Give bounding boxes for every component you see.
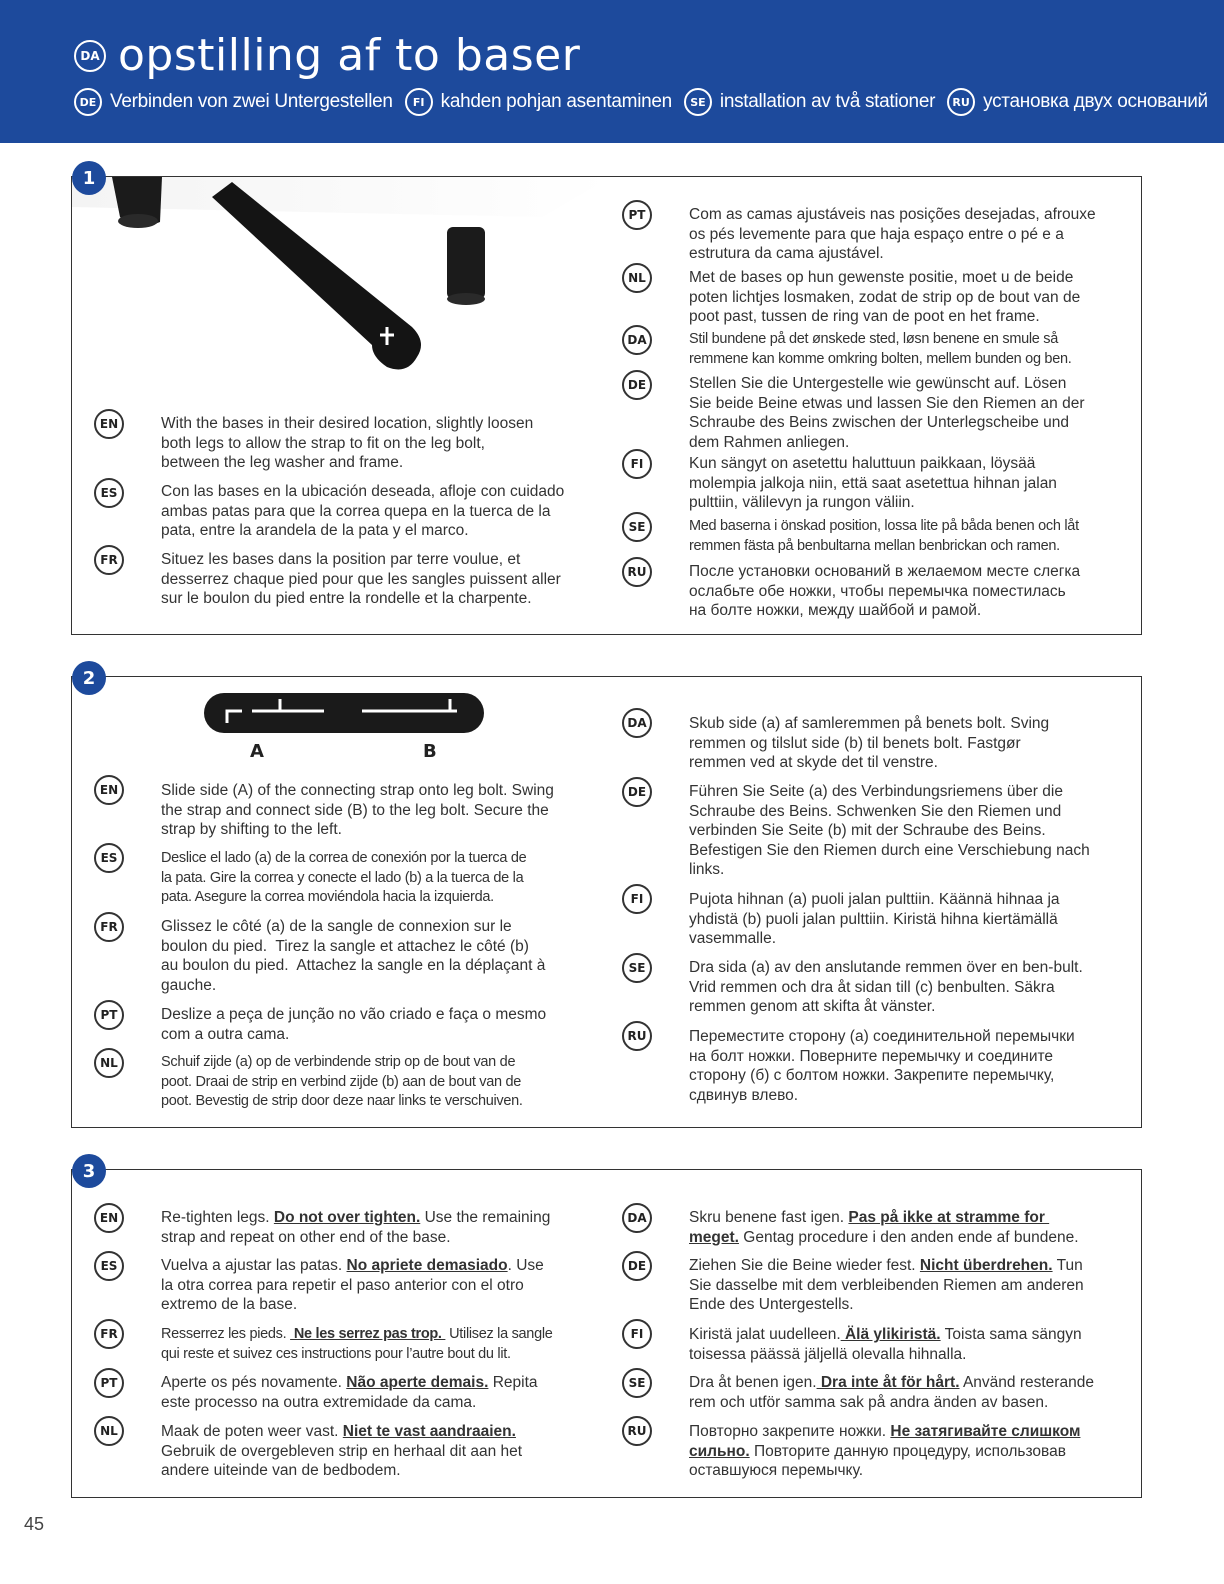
subtitle-text: kahden pohjan asentaminen bbox=[440, 91, 672, 112]
bed-legs-strap-illustration bbox=[72, 177, 632, 397]
language-badge-fr: FR bbox=[94, 545, 124, 575]
instruction-pt: Com as camas ajustáveis nas posições desejadas, afrouxe os pés levemente para que haja espaço entre o pé e a estrutura da cama ajustável. bbox=[689, 206, 1096, 262]
step-1-panel bbox=[71, 167, 1142, 635]
instruction-nl: Met de bases op hun gewenste positie, moet u de beide poten lichtjes losmaken, zodat de strip op de bout van de poot past, tussen de ring van de poot en het frame. bbox=[689, 269, 1081, 325]
language-badge-fi: FI bbox=[622, 449, 652, 479]
language-badge-se: SE bbox=[622, 1368, 652, 1398]
language-badge-es: ES bbox=[94, 843, 124, 873]
page-title: opstilling af to baser bbox=[118, 30, 581, 81]
strap-label-a: A bbox=[250, 741, 264, 762]
language-badge-da: DA bbox=[74, 40, 106, 72]
language-badge-de: DE bbox=[622, 777, 652, 807]
language-badge: DE bbox=[74, 88, 102, 116]
instruction-fi: Kun sängyt on asetettu haluttuun paikkaan, löysää molempia jalkoja niin, että saat asetettua hihnan jalan pulttiin, välilevyn ja rungon väliin. bbox=[689, 455, 1057, 511]
language-badge-ru: RU bbox=[622, 557, 652, 587]
strap-label-b: B bbox=[423, 741, 437, 762]
language-badge-ru: RU bbox=[622, 1416, 652, 1446]
instruction-da: Skru benene fast igen. Pas på ikke at stramme for meget. Gentag procedure i den anden ende af bundene. bbox=[689, 1209, 1079, 1246]
language-badge-fi: FI bbox=[622, 1319, 652, 1349]
page-header bbox=[0, 0, 1224, 143]
instruction-es: Deslice el lado (a) de la correa de conexión por la tuerca de la pata. Gire la correa y conecte el lado (b) a la tuerca de la pata. Asegure la correa moviéndola hacia la izquierda. bbox=[161, 850, 527, 905]
language-badge-fr: FR bbox=[94, 912, 124, 942]
instruction-fr: Situez les bases dans la position par terre voulue, et desserrez chaque pied pour que les sangles puissent aller sur le boulon du pied entre la rondelle et la charpente. bbox=[161, 551, 561, 607]
instruction-se: Dra åt benen igen. Dra inte åt för hårt. Använd resterande rem och utför samma sak på andra änden av basen. bbox=[689, 1374, 1094, 1411]
instruction-de: Ziehen Sie die Beine wieder fest. Nicht überdrehen. Tun Sie dasselbe mit dem verbleibenden Riemen am anderen Ende des Untergestells. bbox=[689, 1257, 1084, 1313]
instruction-nl: Maak de poten weer vast. Niet te vast aandraaien. Gebruik de overgebleven strip en herhaal dit aan het andere uiteinde van de bedbodem. bbox=[161, 1423, 523, 1479]
instruction-ru: После установки оснований в желаемом месте слегка ослабьте обе ножки, чтобы перемычка поместилась на болте ножки, между шайбой и рамой. bbox=[689, 563, 1081, 619]
subtitle-de bbox=[74, 88, 393, 116]
instruction-ru: Повторно закрепите ножки. Не затягивайте слишком сильно. Повторите данную процедуру, использовав оставшуюся перемычку. bbox=[689, 1423, 1081, 1479]
language-badge-en: EN bbox=[94, 409, 124, 439]
instruction-en: Re-tighten legs. Do not over tighten. Use the remaining strap and repeat on other end of the base. bbox=[161, 1209, 551, 1246]
instruction-de: Stellen Sie die Untergestelle wie gewünscht auf. Lösen Sie beide Beine etwas und lassen Sie den Riemen an der Schraube des Beins zwischen der Unterlegscheibe und dem Rahmen anliegen. bbox=[689, 375, 1085, 451]
step-number: 2 bbox=[72, 661, 106, 695]
language-badge-de: DE bbox=[622, 1251, 652, 1281]
step-number: 3 bbox=[72, 1154, 106, 1188]
instruction-es: Con las bases en la ubicación deseada, afloje con cuidado ambas patas para que la correa quepa en la tuerca de la pata, entre la arandela de la pata y el marco. bbox=[161, 483, 565, 539]
subtitle-fi bbox=[405, 88, 672, 116]
language-badge-da: DA bbox=[622, 1203, 652, 1233]
language-badge-nl: NL bbox=[94, 1048, 124, 1078]
subtitle-text: Verbinden von zwei Untergestellen bbox=[110, 91, 393, 112]
subtitle-text: установка двух оснований bbox=[983, 91, 1208, 112]
instruction-se: Med baserna i önskad position, lossa lite på båda benen och låt remmen fästa på benbultarna mellan benbrickan och ramen. bbox=[689, 518, 1079, 554]
instruction-da: Stil bundene på det ønskede sted, løsn benene en smule så remmene kan komme omkring bolten, mellem bunden og ben. bbox=[689, 331, 1072, 367]
instruction-es: Vuelva a ajustar las patas. No apriete demasiado. Use la otra correa para repetir el paso anterior con el otro extremo de la base. bbox=[161, 1257, 544, 1313]
language-badge-pt: PT bbox=[94, 1000, 124, 1030]
language-badge-se: SE bbox=[622, 512, 652, 542]
language-badge-nl: NL bbox=[94, 1416, 124, 1446]
page-number: 45 bbox=[24, 1514, 45, 1534]
instruction-fr: Glissez le côté (a) de la sangle de connexion sur le boulon du pied. Tirez la sangle et attachez le côté (b) au boulon du pied. Attachez la sangle en la déplaçant à gauche. bbox=[161, 918, 546, 994]
instruction-pt: Deslize a peça de junção no vão criado e faça o mesmo com a outra cama. bbox=[161, 1006, 547, 1043]
language-badge-da: DA bbox=[622, 325, 652, 355]
instruction-da: Skub side (a) af samleremmen på benets bolt. Sving remmen og tilslut side (b) til benets bolt. Fastgør remmen ved at skyde det til venstre. bbox=[689, 715, 1050, 771]
language-badge-de: DE bbox=[622, 370, 652, 400]
language-badge-ru: RU bbox=[622, 1021, 652, 1051]
instruction-nl: Schuif zijde (a) op de verbindende strip op de bout van de poot. Draai de strip en verbind zijde (b) aan de bout van de poot. Bevestig de strip door deze naar links te verschuiven. bbox=[161, 1054, 523, 1109]
instruction-en: Slide side (A) of the connecting strap onto leg bolt. Swing the strap and connect side (B) to the leg bolt. Secure the strap by shifting to the left. bbox=[161, 782, 554, 838]
subtitle-se bbox=[684, 88, 935, 116]
instruction-ru: Переместите сторону (а) соединительной перемычки на болт ножки. Поверните перемычку и соедините сторону (б) с болтом ножки. Закрепите перемычку, сдвинув влево. bbox=[689, 1028, 1075, 1104]
instruction-fi: Kiristä jalat uudelleen. Älä ylikiristä. Toista sama sängyn toisessa päässä jäljellä olevalla hihnalla. bbox=[689, 1326, 1082, 1363]
title-row bbox=[74, 30, 580, 81]
language-badge-nl: NL bbox=[622, 263, 652, 293]
instruction-fi: Pujota hihnan (a) puoli jalan pulttiin. Käännä hihnaa ja yhdistä (b) puoli jalan pulttiin. Kiristä hihna kiertämällä vasemmalle. bbox=[689, 891, 1060, 947]
language-badge: SE bbox=[684, 88, 712, 116]
step-number: 1 bbox=[72, 161, 106, 195]
language-badge-en: EN bbox=[94, 775, 124, 805]
language-badge-da: DA bbox=[622, 708, 652, 738]
instruction-se: Dra sida (a) av den anslutande remmen över en ben-bult. Vrid remmen och dra åt sidan till (c) benbulten. Säkra remmen genom att skifta åt vänster. bbox=[689, 959, 1083, 1015]
language-badge-pt: PT bbox=[94, 1368, 124, 1398]
instruction-en: With the bases in their desired location, slightly loosen both legs to allow the strap to fit on the leg bolt, between the leg washer and frame. bbox=[161, 415, 534, 471]
language-badge-fr: FR bbox=[94, 1319, 124, 1349]
language-badge: RU bbox=[947, 88, 975, 116]
subtitle-row bbox=[74, 88, 1220, 116]
language-badge-es: ES bbox=[94, 478, 124, 508]
instruction-pt: Aperte os pés novamente. Não aperte demais. Repita este processo na outra extremidade da cama. bbox=[161, 1374, 538, 1411]
instruction-fr: Resserrez les pieds. Ne les serrez pas trop. Utilisez la sangle qui reste et suivez ces instructions pour l’autre bout du lit. bbox=[161, 1326, 553, 1362]
subtitle-ru bbox=[947, 88, 1208, 116]
step-3-panel bbox=[71, 1160, 1142, 1498]
step-2-panel bbox=[71, 667, 1142, 1128]
subtitle-text: installation av två stationer bbox=[719, 91, 936, 112]
language-badge: FI bbox=[405, 88, 433, 116]
language-badge-fi: FI bbox=[622, 884, 652, 914]
language-badge-en: EN bbox=[94, 1203, 124, 1233]
connecting-strap-illustration bbox=[202, 689, 492, 739]
language-badge-pt: PT bbox=[622, 200, 652, 230]
instruction-de: Führen Sie Seite (a) des Verbindungsriemens über die Schraube des Beins. Schwenken Sie den Riemen und verbinden Sie Seite (b) mit der Schraube des Beins. Befestigen Sie den Riemen durch eine Verschiebung nach links. bbox=[689, 783, 1090, 878]
language-badge-se: SE bbox=[622, 953, 652, 983]
language-badge-es: ES bbox=[94, 1251, 124, 1281]
